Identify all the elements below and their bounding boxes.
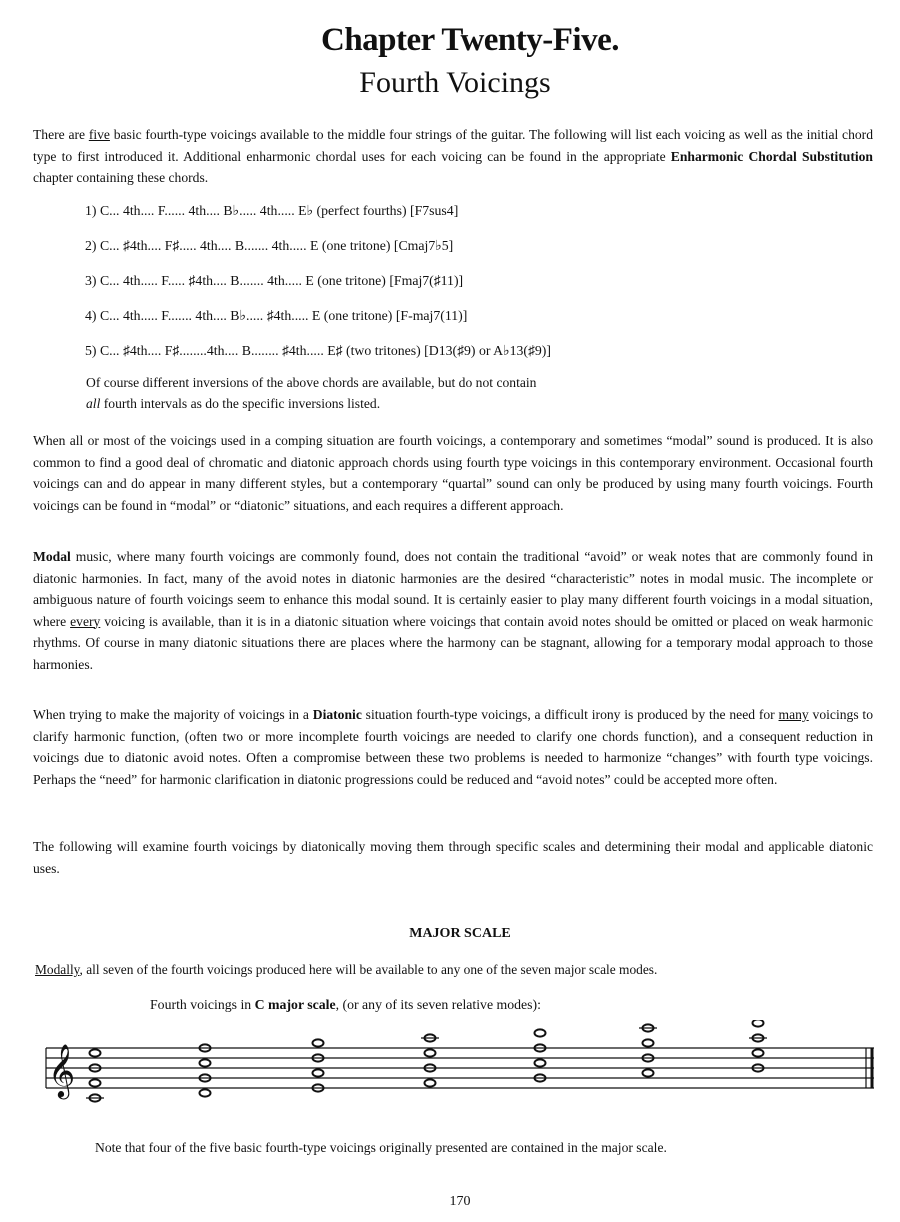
examine-paragraph: The following will examine fourth voicings by diatonically moving them through specific scales and determining their modal and applicable diatonic uses. bbox=[33, 839, 873, 876]
chapter-title: Chapter Twenty-Five. bbox=[321, 22, 619, 58]
chord-voicings bbox=[86, 1020, 767, 1102]
voicing-item-3: 3) C... 4th..... F..... ♯4th.... B....... 4th..... E (one tritone) [Fmaj7(♯11)] bbox=[85, 273, 464, 288]
treble-clef-icon: 𝄞 bbox=[48, 1043, 76, 1097]
intro-paragraph: There are five basic fourth-type voicings available to the middle four strings of the guitar. The following will list each voicing as well as the initial chord type to first introduced it. Additional enharmonic chordal uses for each voicing can be found in the appropriate Enharmonic Chordal Substitution chapter containing these chords. bbox=[33, 127, 873, 185]
voicing-item-4: 4) C... 4th..... F....... 4th.... B♭..... ♯4th..... E (one tritone) [F-maj7(11)] bbox=[85, 308, 468, 323]
staff-lines bbox=[46, 1048, 874, 1088]
enharmonic-reference: Enharmonic Chordal Substitution bbox=[670, 148, 873, 164]
whole-note bbox=[90, 1049, 101, 1056]
music-staff bbox=[40, 1020, 880, 1110]
voicing-item-5: 5) C... ♯4th.... F♯........4th.... B........ ♯4th..... E♯ (two tritones) [D13(♯9) or A♭13(♯9)] bbox=[85, 343, 551, 358]
major-scale-heading: MAJOR SCALE bbox=[409, 926, 511, 941]
whole-note bbox=[200, 1089, 211, 1096]
modal-paragraph: Modal music, where many fourth voicings are commonly found, does not contain the traditional “avoid” or weak notes that are commonly found in diatonic harmonies. In fact, many of the avoid notes in diatonic harmonies are the desired “characteristic” notes in modal music. The incomplete or ambiguous nature of fourth voicings seem to enhance this modal sound. It is certainly easier to play many different fourth voicings in a modal situation, where every voicing is available, than it is in a diatonic situation where voicings that contain avoid notes should be omitted or placed on weak harmonic rhythms. Of course in many diatonic situations there are places where the harmony can be stagnant, allowing for a temporary modal approach to those harmonies. bbox=[33, 549, 873, 672]
whole-note bbox=[753, 1020, 764, 1027]
staff-caption: Fourth voicings in C major scale, (or any of its seven relative modes): bbox=[150, 997, 541, 1012]
whole-note bbox=[535, 1059, 546, 1066]
whole-note bbox=[753, 1049, 764, 1056]
whole-note bbox=[425, 1049, 436, 1056]
whole-note bbox=[90, 1079, 101, 1086]
whole-note bbox=[643, 1069, 654, 1076]
whole-note bbox=[643, 1039, 654, 1046]
five-underlined: five bbox=[88, 127, 110, 142]
voicing-item-2: 2) C... ♯4th.... F♯..... 4th.... B....... 4th..... E (one tritone) [Cmaj7♭5] bbox=[85, 238, 454, 253]
footnote: Note that four of the five basic fourth-type voicings originally presented are contained in the major scale. bbox=[95, 1140, 667, 1155]
whole-note bbox=[425, 1079, 436, 1086]
inversions-note: Of course different inversions of the above chords are available, but do not contain all fourth intervals as do the specific inversions listed. bbox=[86, 375, 537, 411]
diatonic-paragraph: When trying to make the majority of voicings in a Diatonic situation fourth-type voicings, a difficult irony is produced by the need for many voicings to clarify harmonic function, (often two or more incomplete fourth voicings are needed to clarify one chords function), and a consequent reduction in voicings due to diatonic avoid notes. Often a compromise between these two problems is needed to harmonize “changes” with fourth type voicings. Perhaps the “need” for harmonic clarification in diatonic progressions could be reduced and “avoid notes” could be accepted more often. bbox=[33, 707, 874, 787]
whole-note bbox=[313, 1069, 324, 1076]
page-number: 170 bbox=[449, 1194, 471, 1209]
chapter-subtitle: Fourth Voicings bbox=[359, 66, 551, 99]
voicing-item-1: 1) C... 4th.... F...... 4th.... B♭..... 4th..... E♭ (perfect fourths) [F7sus4] bbox=[85, 203, 459, 218]
voicing-list bbox=[85, 200, 865, 375]
modally-sentence: Modally, all seven of the fourth voicings produced here will be available to any one of the seven major scale modes. bbox=[35, 962, 658, 977]
whole-note bbox=[313, 1039, 324, 1046]
whole-note bbox=[535, 1029, 546, 1036]
whole-note bbox=[200, 1059, 211, 1066]
comping-paragraph: When all or most of the voicings used in a comping situation are fourth voicings, a contemporary and sometimes “modal” sound is produced. It is also common to find a good deal of chromatic and diatonic approach chords using fourth type voicings in this contemporary environment. Occasional fourth voicings can and do appear in many different styles, but a contemporary “quartal” sound can only be produced by using many fourth voicings. Fourth voicings can be found in “modal” or “diatonic” situations, and each requires a different approach. bbox=[33, 433, 873, 513]
